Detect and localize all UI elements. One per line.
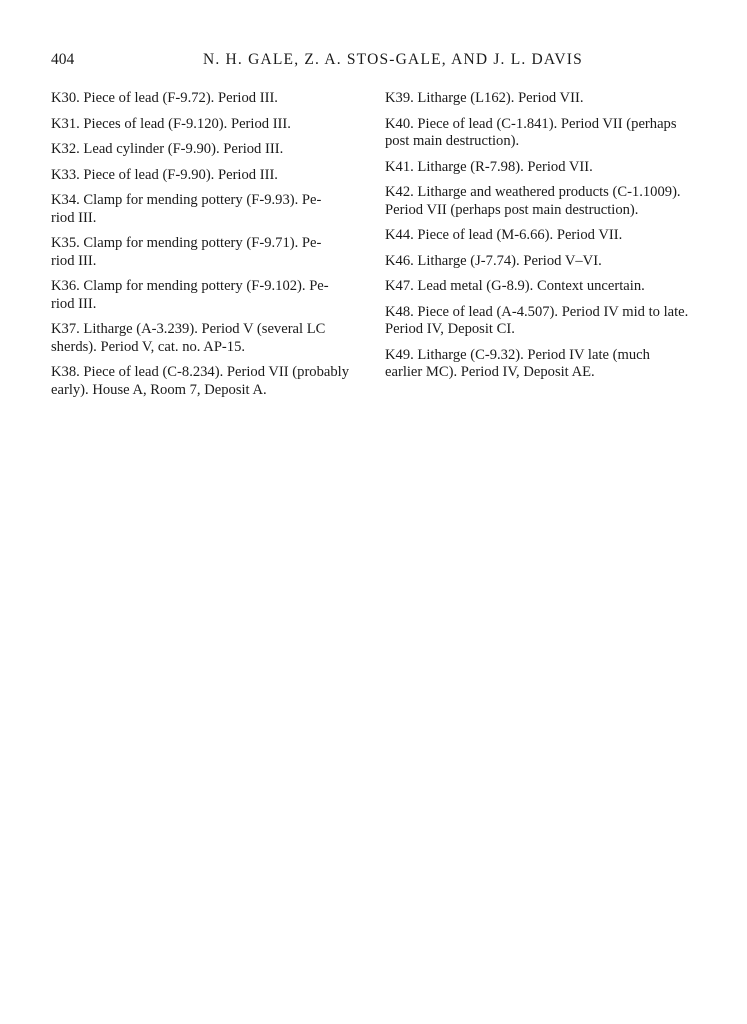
entry-line: K36. Clamp for mending pottery (F-9.102). Pe- [51,278,329,294]
right-column [385,90,694,390]
entry-line: K34. Clamp for mending pottery (F-9.93). Pe- [51,192,322,208]
entry-line: riod III. [51,295,97,312]
page-number: 404 [51,51,75,68]
entry-line: K32. Lead cylinder (F-9.90). Period III. [51,141,284,157]
entry-line: K38. Piece of lead (C-8.234). Period VII (probably [51,364,350,380]
entry-line: K42. Litharge and weathered products (C-1.1009). [385,184,681,200]
entry-line: riod III. [51,252,97,269]
catalog-entry [385,116,694,151]
entry-line: K40. Piece of lead (C-1.841). Period VII (perhaps [385,115,677,132]
catalog-entry [385,90,694,108]
catalog-entry [51,141,360,159]
catalog-entry [385,159,694,177]
entry-line: riod III. [51,209,97,226]
catalog-entry [51,278,360,313]
entry-line: earlier MC). Period IV, Deposit AE. [385,364,595,380]
entry-line: K39. Litharge (L162). Period VII. [385,90,584,106]
catalog-entry [385,278,694,296]
catalog-entry [51,167,360,185]
page-header [51,51,695,73]
entry-line: K35. Clamp for mending pottery (F-9.71). Pe- [51,235,322,251]
catalog-entry [51,321,360,356]
catalog-entry [51,235,360,270]
entry-line: Period IV, Deposit CI. [385,321,515,337]
entry-line: sherds). Period V, cat. no. AP-15. [51,338,246,355]
entry-line: K31. Pieces of lead (F-9.120). Period III. [51,115,291,132]
entry-line: post main destruction). [385,133,520,149]
left-column [51,90,360,407]
entry-line: K33. Piece of lead (F-9.90). Period III. [51,166,278,183]
catalog-entry [385,347,694,382]
entry-line: K30. Piece of lead (F-9.72). Period III. [51,90,278,106]
catalog-entry [385,184,694,219]
catalog-entry [51,364,360,399]
entry-line: K44. Piece of lead (M-6.66). Period VII. [385,227,623,243]
running-head: N. H. GALE, Z. A. STOS-GALE, AND J. L. DAVIS [203,51,583,68]
entry-line: K37. Litharge (A-3.239). Period V (several LC [51,321,326,337]
entry-line: early). House A, Room 7, Deposit A. [51,381,267,398]
entry-line: Period VII (perhaps post main destruction). [385,201,639,218]
entry-line: K48. Piece of lead (A-4.507). Period IV mid to late. [385,303,689,320]
entry-line: K46. Litharge (J-7.74). Period V–VI. [385,252,602,269]
catalog-entry [385,304,694,339]
catalog-entry [51,116,360,134]
catalog-entry [51,192,360,227]
catalog-entry [51,90,360,108]
catalog-entry [385,253,694,271]
entry-line: K41. Litharge (R-7.98). Period VII. [385,158,593,175]
entry-line: K49. Litharge (C-9.32). Period IV late (much [385,346,650,363]
catalog-entry [385,227,694,245]
entry-line: K47. Lead metal (G-8.9). Context uncertain. [385,278,645,294]
